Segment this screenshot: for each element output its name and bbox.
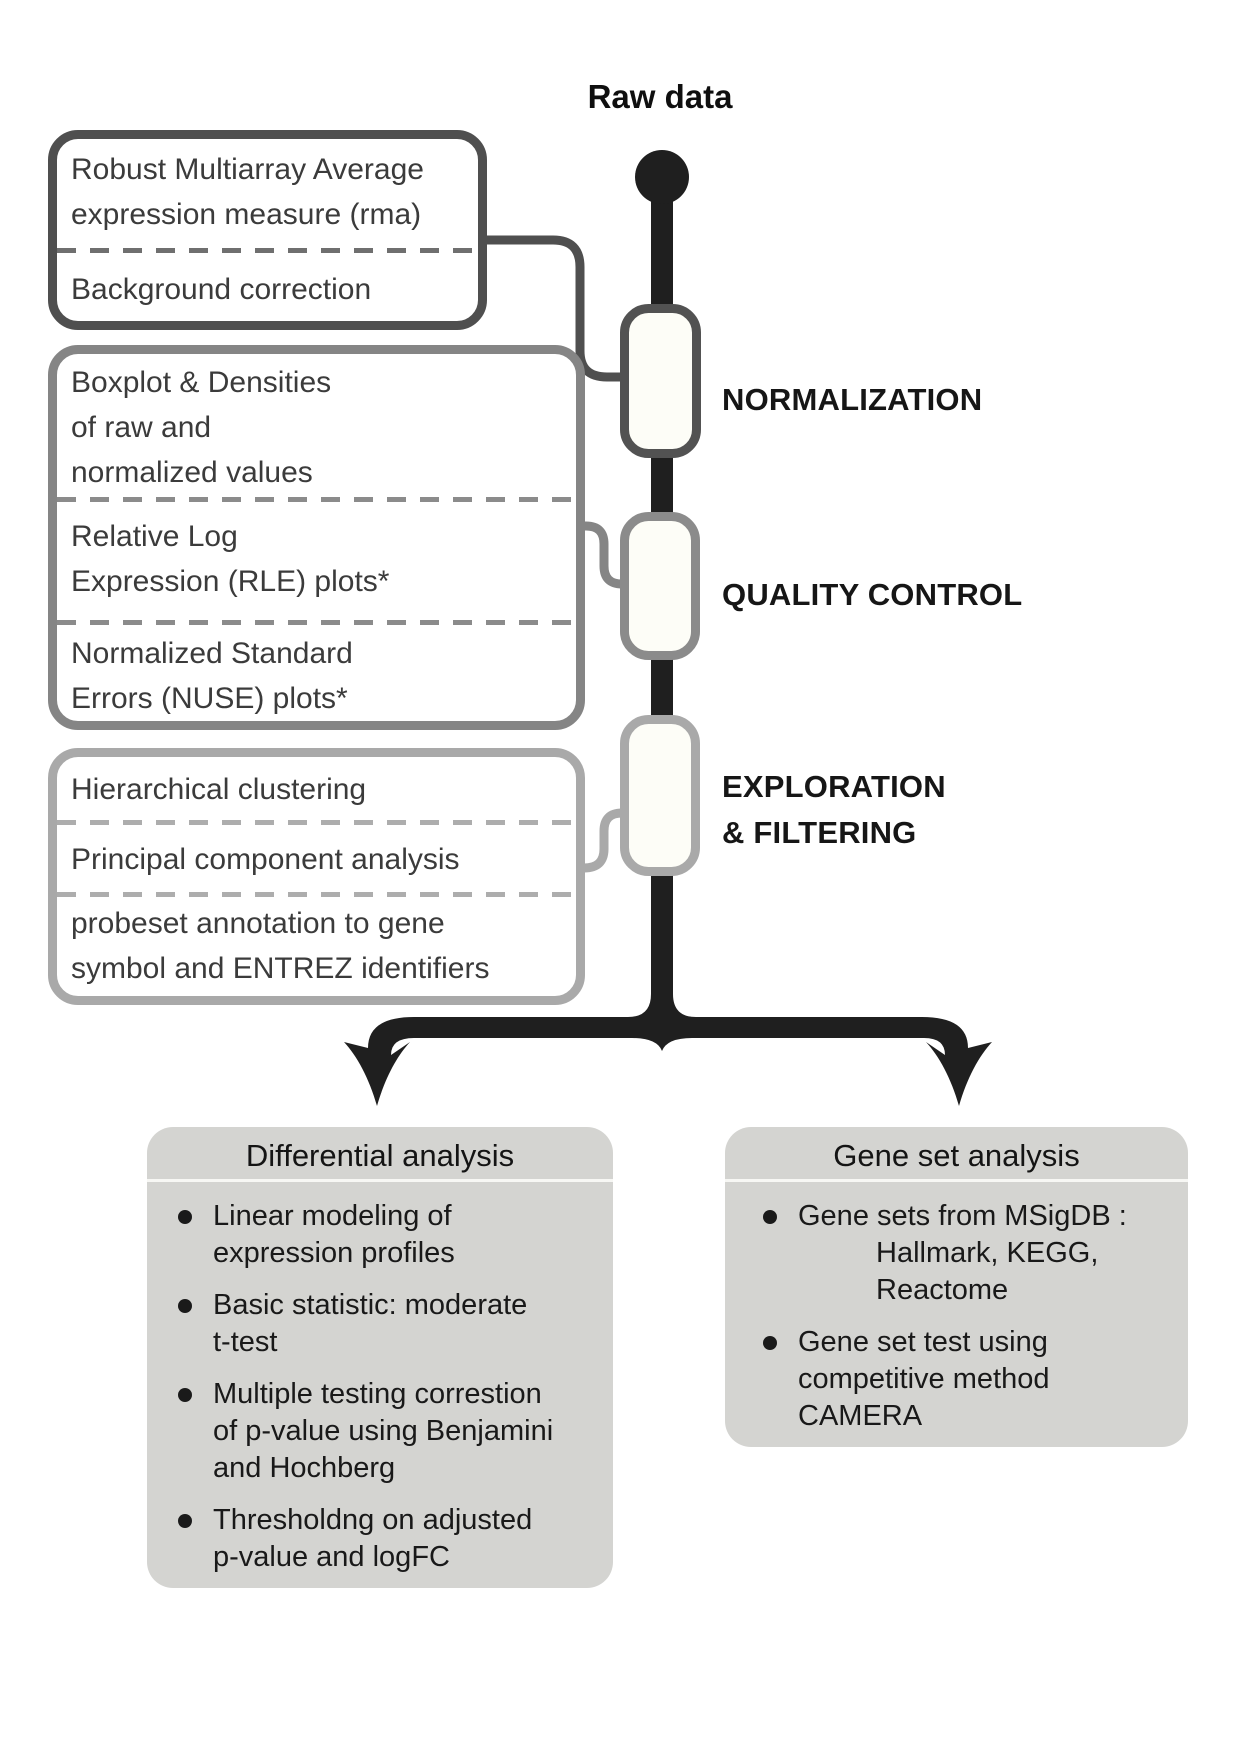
list-item	[760, 1198, 1180, 1309]
step-line: Boxplot & Densities	[71, 366, 332, 399]
list-item	[175, 1287, 605, 1361]
list-line: CAMERA	[798, 1400, 923, 1432]
list-line: expression profiles	[213, 1237, 455, 1269]
step-line: Hierarchical clustering	[71, 773, 367, 806]
step-pca	[57, 825, 576, 892]
step-line: Expression (RLE) plots*	[71, 565, 390, 598]
list-line: Hallmark, KEGG,	[876, 1237, 1099, 1269]
step-hierarchical-clustering	[57, 757, 576, 820]
list-line: t-test	[213, 1326, 278, 1358]
panel-body	[147, 1182, 613, 1576]
stage-label-line: & FILTERING	[722, 815, 917, 850]
list-line: competitive method	[798, 1363, 1050, 1395]
step-line: normalized values	[71, 456, 313, 489]
list-item	[175, 1376, 605, 1487]
step-line: of raw and	[71, 411, 212, 444]
stage-label-line: NORMALIZATION	[722, 382, 983, 417]
step-rma	[57, 139, 478, 248]
list-item	[175, 1502, 605, 1576]
stage-label-exploration-filtering	[722, 764, 946, 856]
list-line: Multiple testing correstion	[213, 1378, 542, 1410]
stage-node-exploration	[625, 720, 696, 872]
list-line: Thresholdng on adjusted	[213, 1504, 533, 1536]
list-item	[760, 1324, 1180, 1435]
stage-node-normalization	[625, 309, 697, 454]
step-boxplot-densities	[57, 354, 576, 497]
step-background-correction	[57, 253, 478, 312]
step-nuse-plots	[57, 625, 576, 721]
stage-label-quality-control	[722, 572, 1022, 618]
step-line: Principal component analysis	[71, 843, 460, 876]
quality-control-steps-box	[48, 345, 585, 730]
panel-title: Gene set analysis	[725, 1127, 1188, 1182]
list-line: Gene sets from MSigDB :	[798, 1200, 1127, 1232]
stage-node-quality-control	[625, 517, 696, 656]
list-line: of p-value using Benjamini	[213, 1415, 554, 1447]
step-rle-plots	[57, 502, 576, 620]
stage-label-line: QUALITY CONTROL	[722, 577, 1023, 612]
panel-title: Differential analysis	[147, 1127, 613, 1182]
panel-body	[725, 1182, 1188, 1435]
step-line: Errors (NUSE) plots*	[71, 682, 348, 715]
differential-analysis-panel	[147, 1127, 613, 1588]
step-line: Background correction	[71, 273, 372, 306]
stage-label-line: EXPLORATION	[722, 769, 946, 804]
raw-data-start-dot-icon	[635, 150, 689, 204]
step-line: Normalized Standard	[71, 637, 353, 670]
step-line: Robust Multiarray Average	[71, 153, 424, 186]
step-line: symbol and ENTREZ identifiers	[71, 952, 490, 985]
list-line: Basic statistic: moderate	[213, 1289, 528, 1321]
step-line: Relative Log	[71, 520, 238, 553]
list-line: and Hochberg	[213, 1452, 396, 1484]
raw-data-label: Raw data	[587, 78, 733, 115]
step-probeset-annotation	[57, 897, 576, 991]
stage-label-normalization	[722, 377, 982, 423]
list-line: Reactome	[876, 1274, 1009, 1306]
gene-set-analysis-panel	[725, 1127, 1188, 1447]
list-line: Gene set test using	[798, 1326, 1048, 1358]
list-item	[175, 1198, 605, 1272]
exploration-steps-box	[48, 748, 585, 1005]
list-line: Linear modeling of	[213, 1200, 452, 1232]
step-line: probeset annotation to gene	[71, 907, 445, 940]
list-line: p-value and logFC	[213, 1541, 450, 1573]
normalization-steps-box	[48, 130, 487, 330]
step-line: expression measure (rma)	[71, 198, 422, 231]
